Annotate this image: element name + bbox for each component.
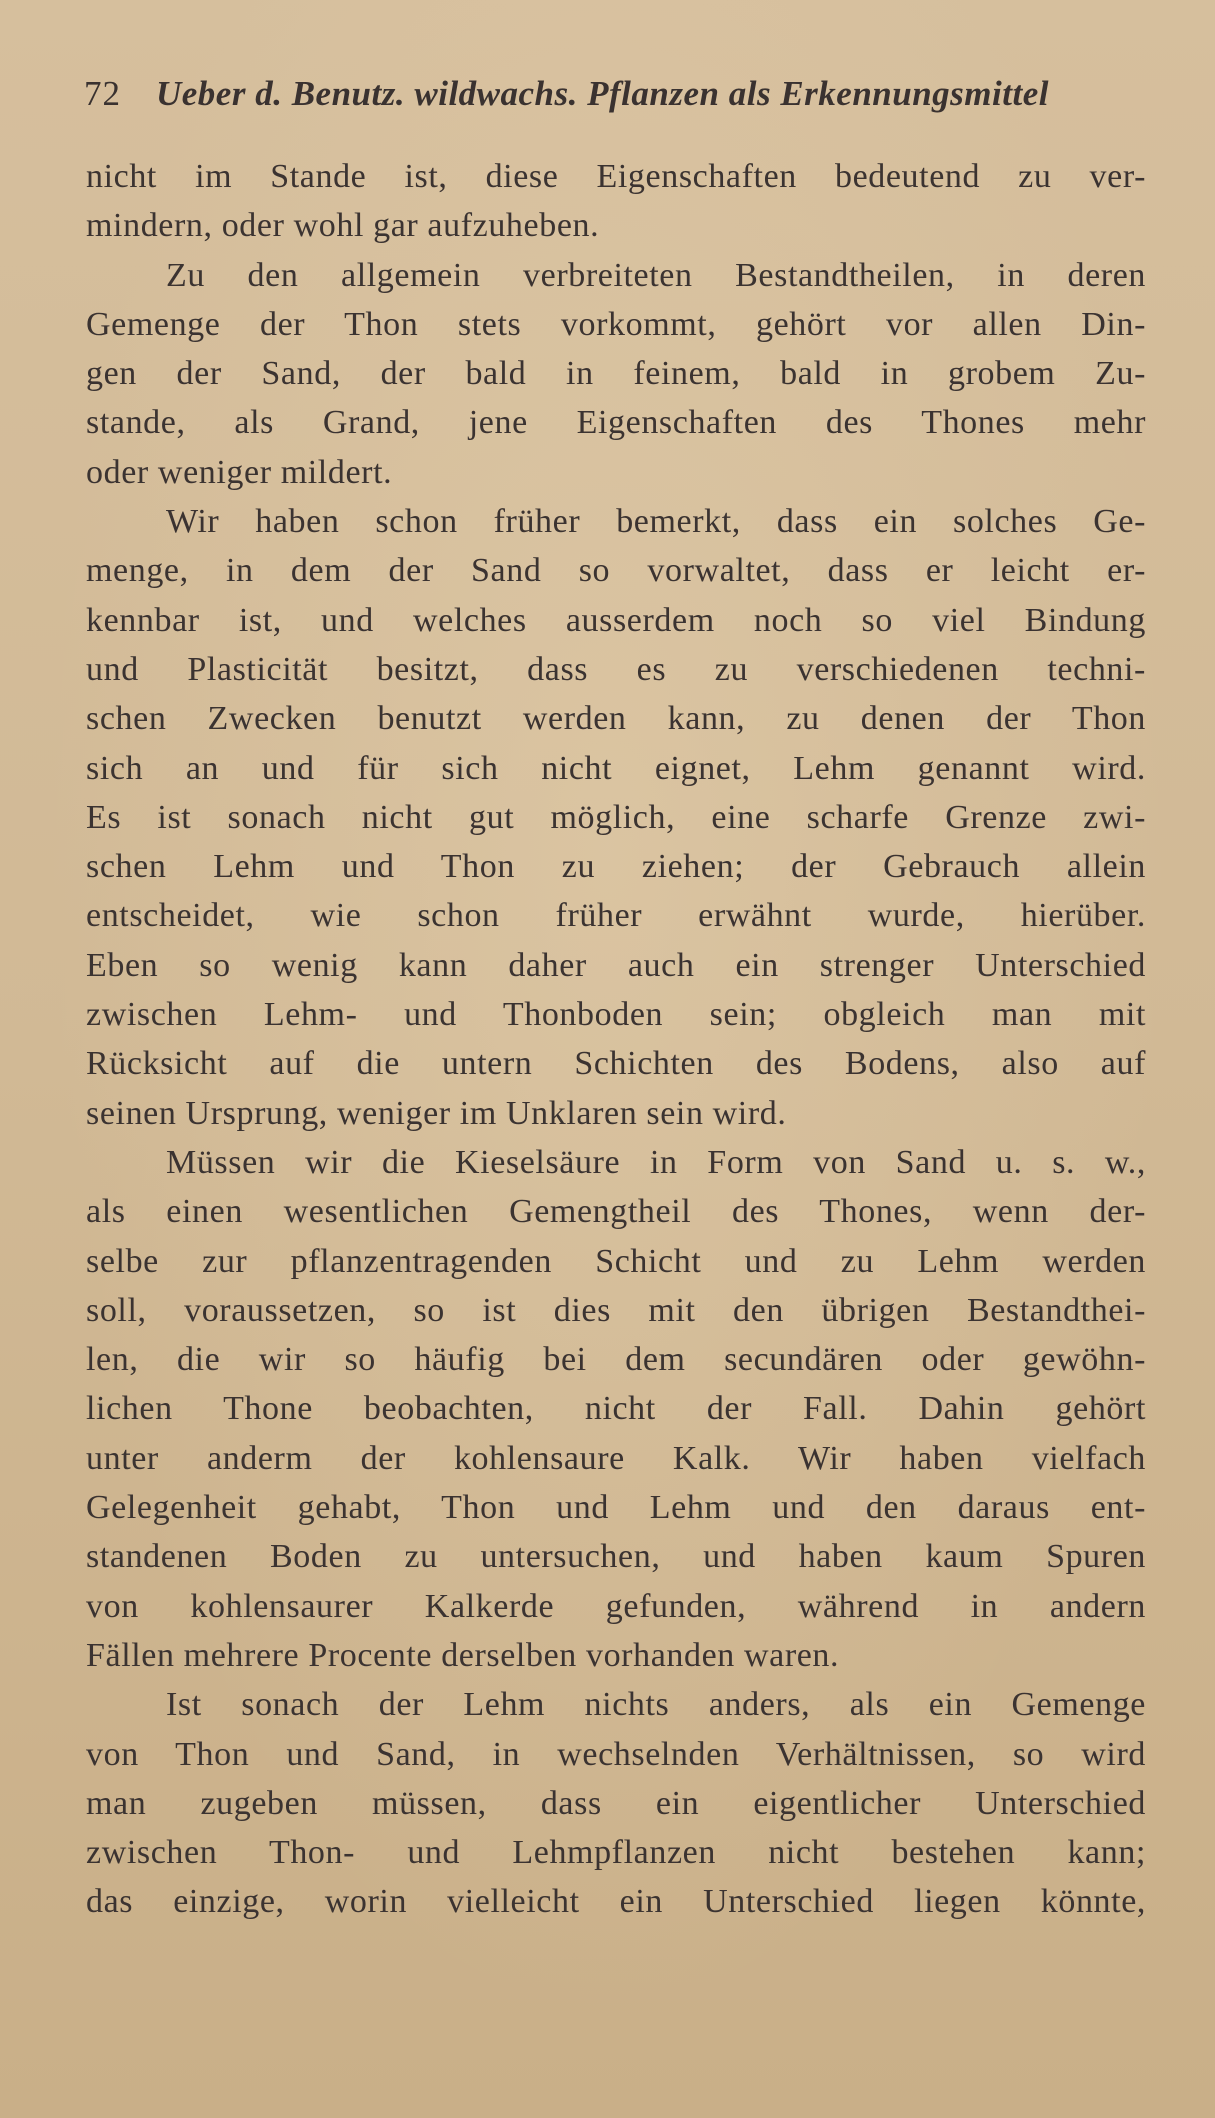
text-line: unter anderm der kohlensaure Kalk. Wir haben vielfach xyxy=(86,1439,1146,1477)
text-line: soll, voraussetzen, so ist dies mit den übrigen Bestandthei- xyxy=(86,1291,1146,1329)
text-line: man zugeben müssen, dass ein eigentlicher Unterschied xyxy=(86,1784,1146,1822)
text-line: Fällen mehrere Procente derselben vorhanden waren. xyxy=(86,1636,840,1674)
text-line: mindern, oder wohl gar aufzuheben. xyxy=(86,207,600,245)
text-line: Gelegenheit gehabt, Thon und Lehm und den daraus ent- xyxy=(86,1489,1146,1527)
text-line: zwischen Lehm- und Thonboden sein; obgleich man mit xyxy=(86,996,1146,1034)
text-line: sich an und für sich nicht eignet, Lehm genannt wird. xyxy=(86,749,1146,787)
text-line: als einen wesentlichen Gemengtheil des Thones, wenn der- xyxy=(86,1193,1146,1231)
text-line: len, die wir so häufig bei dem secundären oder gewöhn- xyxy=(86,1341,1146,1379)
text-line: stande, als Grand, jene Eigenschaften des Thones mehr xyxy=(86,404,1146,442)
text-line: entscheidet, wie schon früher erwähnt wurde, hierüber. xyxy=(86,897,1146,935)
text-line: Wir haben schon früher bemerkt, dass ein solches Ge- xyxy=(166,503,1146,541)
text-line: von kohlensaurer Kalkerde gefunden, während in andern xyxy=(86,1587,1146,1625)
body-text xyxy=(86,152,1146,1927)
page-number: 72 xyxy=(84,74,121,113)
page-header xyxy=(84,68,1134,128)
text-line: Rücksicht auf die untern Schichten des Bodens, also auf xyxy=(86,1045,1146,1083)
text-line: Zu den allgemein verbreiteten Bestandtheilen, in deren xyxy=(166,256,1146,294)
text-line: lichen Thone beobachten, nicht der Fall. Dahin gehört xyxy=(86,1390,1146,1428)
text-line: das einzige, worin vielleicht ein Unterschied liegen könnte, xyxy=(86,1883,1146,1921)
text-line: selbe zur pflanzentragenden Schicht und zu Lehm werden xyxy=(86,1242,1146,1280)
text-line: gen der Sand, der bald in feinem, bald in grobem Zu- xyxy=(86,355,1146,393)
text-line: seinen Ursprung, weniger im Unklaren sein wird. xyxy=(86,1094,787,1132)
text-line: Müssen wir die Kieselsäure in Form von Sand u. s. w., xyxy=(166,1143,1146,1181)
text-line: und Plasticität besitzt, dass es zu verschiedenen techni- xyxy=(86,650,1146,688)
text-line: kennbar ist, und welches ausserdem noch so viel Bindung xyxy=(86,601,1146,639)
text-line: Eben so wenig kann daher auch ein strenger Unterschied xyxy=(86,946,1146,984)
text-line: schen Zwecken benutzt werden kann, zu denen der Thon xyxy=(86,700,1146,738)
text-line: zwischen Thon- und Lehmpflanzen nicht bestehen kann; xyxy=(86,1834,1146,1872)
text-line: schen Lehm und Thon zu ziehen; der Gebrauch allein xyxy=(86,848,1146,886)
running-title: Ueber d. Benutz. wildwachs. Pflanzen als Erkennungsmittel xyxy=(156,74,1049,113)
text-line: standenen Boden zu untersuchen, und haben kaum Spuren xyxy=(86,1538,1146,1576)
text-line: menge, in dem der Sand so vorwaltet, dass er leicht er- xyxy=(86,552,1146,590)
text-line: Es ist sonach nicht gut möglich, eine scharfe Grenze zwi- xyxy=(86,798,1146,836)
text-line: Gemenge der Thon stets vorkommt, gehört vor allen Din- xyxy=(86,305,1146,343)
text-line: oder weniger mildert. xyxy=(86,453,393,491)
text-line: nicht im Stande ist, diese Eigenschaften bedeutend zu ver- xyxy=(86,158,1146,195)
text-line: von Thon und Sand, in wechselnden Verhältnissen, so wird xyxy=(86,1735,1146,1773)
text-line: Ist sonach der Lehm nichts anders, als ein Gemenge xyxy=(166,1686,1146,1724)
